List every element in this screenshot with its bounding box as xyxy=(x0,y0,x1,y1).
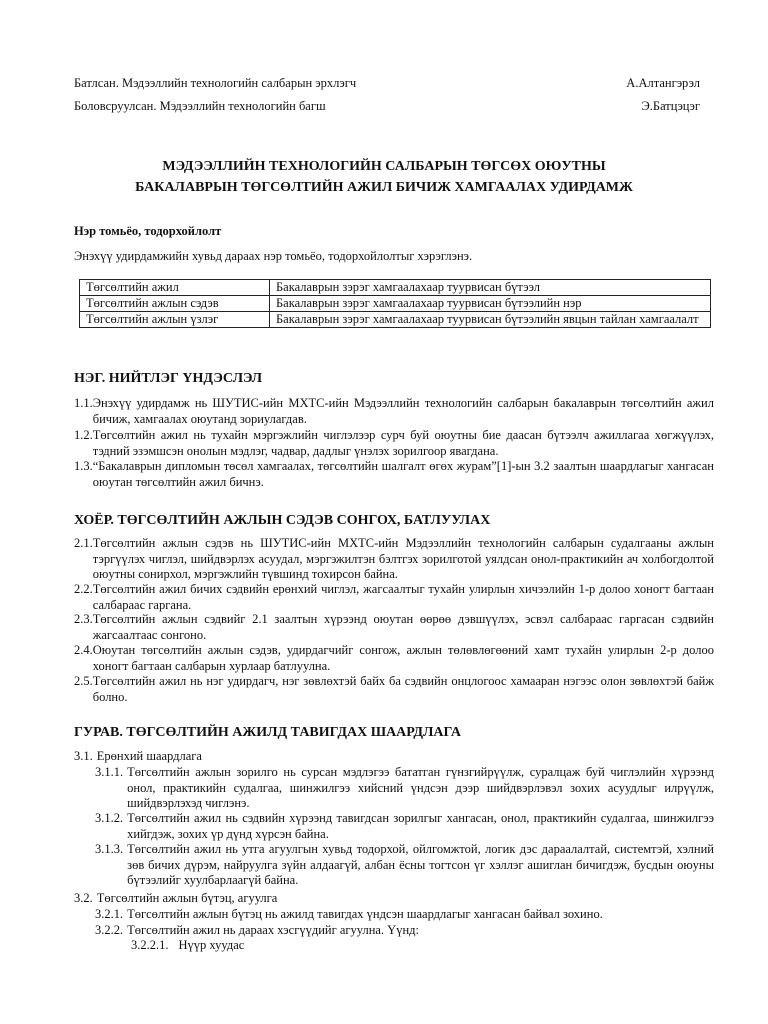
section-1-heading: НЭГ. НИЙТЛЭГ ҮНДЭСЛЭЛ xyxy=(74,371,263,386)
list-item xyxy=(74,643,714,674)
item-text: Нүүр хуудас xyxy=(178,938,245,952)
item-number: 3.2.1. xyxy=(95,907,124,921)
list-item xyxy=(74,674,714,705)
title-line-1: МЭДЭЭЛЛИЙН ТЕХНОЛОГИЙН САЛБАРЫН ТӨГСӨХ ОЮУТНЫ xyxy=(162,159,606,174)
approved-by-name: А.Алтангэрэл xyxy=(626,76,700,90)
item-number: 3.1.3. xyxy=(95,842,124,856)
item-text: Энэхүү удирдамж нь ШУТИС-ийн МХТС-ийн Мэдээллийн технологийн салбарын бакалаврын төгсөлтийн ажил бичиж, хамгаалах оюутанд зориулагдав. xyxy=(92,396,714,426)
term-cell: Төгсөлтийн ажлын үзлэг xyxy=(80,312,270,328)
item-number: 2.1. xyxy=(74,536,93,550)
list-item xyxy=(95,907,714,923)
subsection-title: Ерөнхий шаардлага xyxy=(96,749,202,763)
section-3-heading: ГУРАВ. ТӨГСӨЛТИЙН АЖИЛД ТАВИГДАХ ШААРДЛАГА xyxy=(74,725,462,740)
definition-cell: Бакалаврын зэрэг хамгаалахаар туурвисан бүтээлийн явцын тайлан хамгаалалт xyxy=(270,312,711,328)
item-text: Оюутан төгсөлтийн ажлын сэдэв, удирдагчийг сонгож, ажлын төлөвлөгөөний хамт тухайн улирлын 2-р долоо хоногт багтаан салбарын хурлаар батлуулна. xyxy=(92,643,714,673)
item-text: Төгсөлтийн ажил нь нэг удирдагч, нэг зөвлөхтэй байх ба сэдвийн онцлогоос хамааран нэгээс олон зөвлөхтэй байж болно. xyxy=(92,674,714,704)
item-number: 1.1. xyxy=(74,396,93,410)
list-item xyxy=(74,536,714,583)
item-number: 3.1. xyxy=(74,749,93,763)
item-number: 1.3. xyxy=(74,459,93,473)
approved-by-title: Батлсан. Мэдээллийн технологийн салбарын эрхлэгч xyxy=(74,76,357,90)
item-number: 3.2. xyxy=(74,891,93,905)
item-text: Төгсөлтийн ажил нь дараах хэсгүүдийг агуулна. Үүнд: xyxy=(127,923,419,937)
list-item xyxy=(131,938,714,954)
item-number: 1.2. xyxy=(74,428,93,442)
list-item xyxy=(95,765,714,812)
item-number: 3.1.1. xyxy=(95,765,124,779)
definition-cell: Бакалаврын зэрэг хамгаалахаар туурвисан бүтээлийн нэр xyxy=(270,296,711,312)
item-text: Төгсөлтийн ажил бичих сэдвийн ерөнхий чиглэл, жагсаалтыг тухайн улирлын хичээлийн 1-р долоо хоногт багтаан салбараас гаргана. xyxy=(92,582,714,612)
item-number: 2.3. xyxy=(74,612,93,626)
list-item xyxy=(74,582,714,613)
list-item xyxy=(74,396,714,427)
item-text: Төгсөлтийн ажил нь сэдвийн хүрээнд тавигдсан зорилгыг хангасан, онол, практикийн судалгаа, шинжилгээ хийгдэж, зохих үр дүнд хүрсэн байна. xyxy=(127,811,714,841)
item-text: Төгсөлтийн ажлын сэдэв нь ШУТИС-ийн МХТС-ийн Мэдээллийн технологийн салбарын судалгааны ажлын тэргүүлэх чиглэл, шийдвэрлэх асуудал, мэргэжилтэн бэлтгэх зорилготой уялдсан онол-практикийн ач холбогдолтой оюутны сонирхол, мэргэжлийн түвшинд тохирсон байна. xyxy=(92,536,714,581)
title-line-2: БАКАЛАВРЫН ТӨГСӨЛТИЙН АЖИЛ БИЧИЖ ХАМГААЛАХ УДИРДАМЖ xyxy=(135,180,633,195)
definition-cell: Бакалаврын зэрэг хамгаалахаар туурвисан бүтээл xyxy=(270,280,711,296)
prepared-by-name: Э.Батцэцэг xyxy=(641,99,700,113)
item-number: 3.2.2.1. xyxy=(131,938,169,952)
list-item xyxy=(74,428,714,459)
table-row xyxy=(80,280,711,296)
item-text: Төгсөлтийн ажлын бүтэц нь ажилд тавигдах үндсэн шаардлагыг хангасан байвал зохино. xyxy=(127,907,603,921)
item-text: “Бакалаврын дипломын төсөл хамгаалах, төгсөлтийн шалгалт өгөх журам”[1]-ын 3.2 заалтын шаардлагыг хангасан оюутан төгсөлтийн ажил бичнэ. xyxy=(92,459,714,489)
item-number: 3.2.2. xyxy=(95,923,124,937)
list-item xyxy=(95,842,714,889)
definitions-intro: Энэхүү удирдамжийн хувьд дараах нэр томьёо, тодорхойлолтыг хэрэглэнэ. xyxy=(74,249,473,263)
definitions-heading: Нэр томьёо, тодорхойлолт xyxy=(74,224,222,238)
item-number: 2.2. xyxy=(74,582,93,596)
list-item xyxy=(95,923,714,939)
table-row xyxy=(80,312,711,328)
item-text: Төгсөлтийн ажил нь утга агуулгын хувьд тодорхой, ойлгомжтой, логик дэс дараалалтай, системтэй, хэлний зөв бичих дүрэм, найруулга зүйн алдаагүй, албан ёсны тогтсон үг хэллэг ашиглан бичигдэж, бусдын оюуны бүтээлийг хуулбарлаагүй байна. xyxy=(127,842,714,887)
section-2-heading: ХОЁР. ТӨГСӨЛТИЙН АЖЛЫН СЭДЭВ СОНГОХ, БАТЛУУЛАХ xyxy=(74,513,491,528)
item-number: 2.4. xyxy=(74,643,93,657)
document-title xyxy=(60,156,708,198)
item-number: 3.1.2. xyxy=(95,811,124,825)
item-number: 2.5. xyxy=(74,674,93,688)
list-item xyxy=(74,612,714,643)
item-text: Төгсөлтийн ажил нь тухайн мэргэжлийн чиглэлээр сурч буй оюутны бие даасан бүтээлч ажиллагаа хөгжүүлэх, тэдний эзэмшсэн онолын мэдлэг, чадвар, дадлыг үнэлэх зорилгоор явагдана. xyxy=(92,428,714,458)
subsection-title: Төгсөлтийн ажлын бүтэц, агуулга xyxy=(96,891,278,905)
subsection-3-2 xyxy=(74,891,714,907)
table-row xyxy=(80,296,711,312)
term-cell: Төгсөлтийн ажил xyxy=(80,280,270,296)
definitions-table xyxy=(79,279,711,328)
list-item xyxy=(95,811,714,842)
list-item xyxy=(74,459,714,490)
subsection-3-1 xyxy=(74,749,714,765)
item-text: Төгсөлтийн ажлын зорилго нь сурсан мэдлэгээ бататган гүнзгийрүүлж, суралцаж буй чиглэлийн хүрээнд онол, практикийн судалгаа, шинжилгээ хийсний үндсэн дээр шийдвэрлэвэл зохих асуудлыг илрүүлж, шийдвэрлэхэд чиглэнэ. xyxy=(127,765,714,810)
term-cell: Төгсөлтийн ажлын сэдэв xyxy=(80,296,270,312)
item-text: Төгсөлтийн ажлын сэдвийг 2.1 заалтын хүрээнд оюутан өөрөө дэвшүүлэх, эсвэл салбараас гаргасан сэдвийн жагсаалтаас сонгоно. xyxy=(92,612,714,642)
prepared-by-title: Боловсруулсан. Мэдээллийн технологийн багш xyxy=(74,99,326,113)
